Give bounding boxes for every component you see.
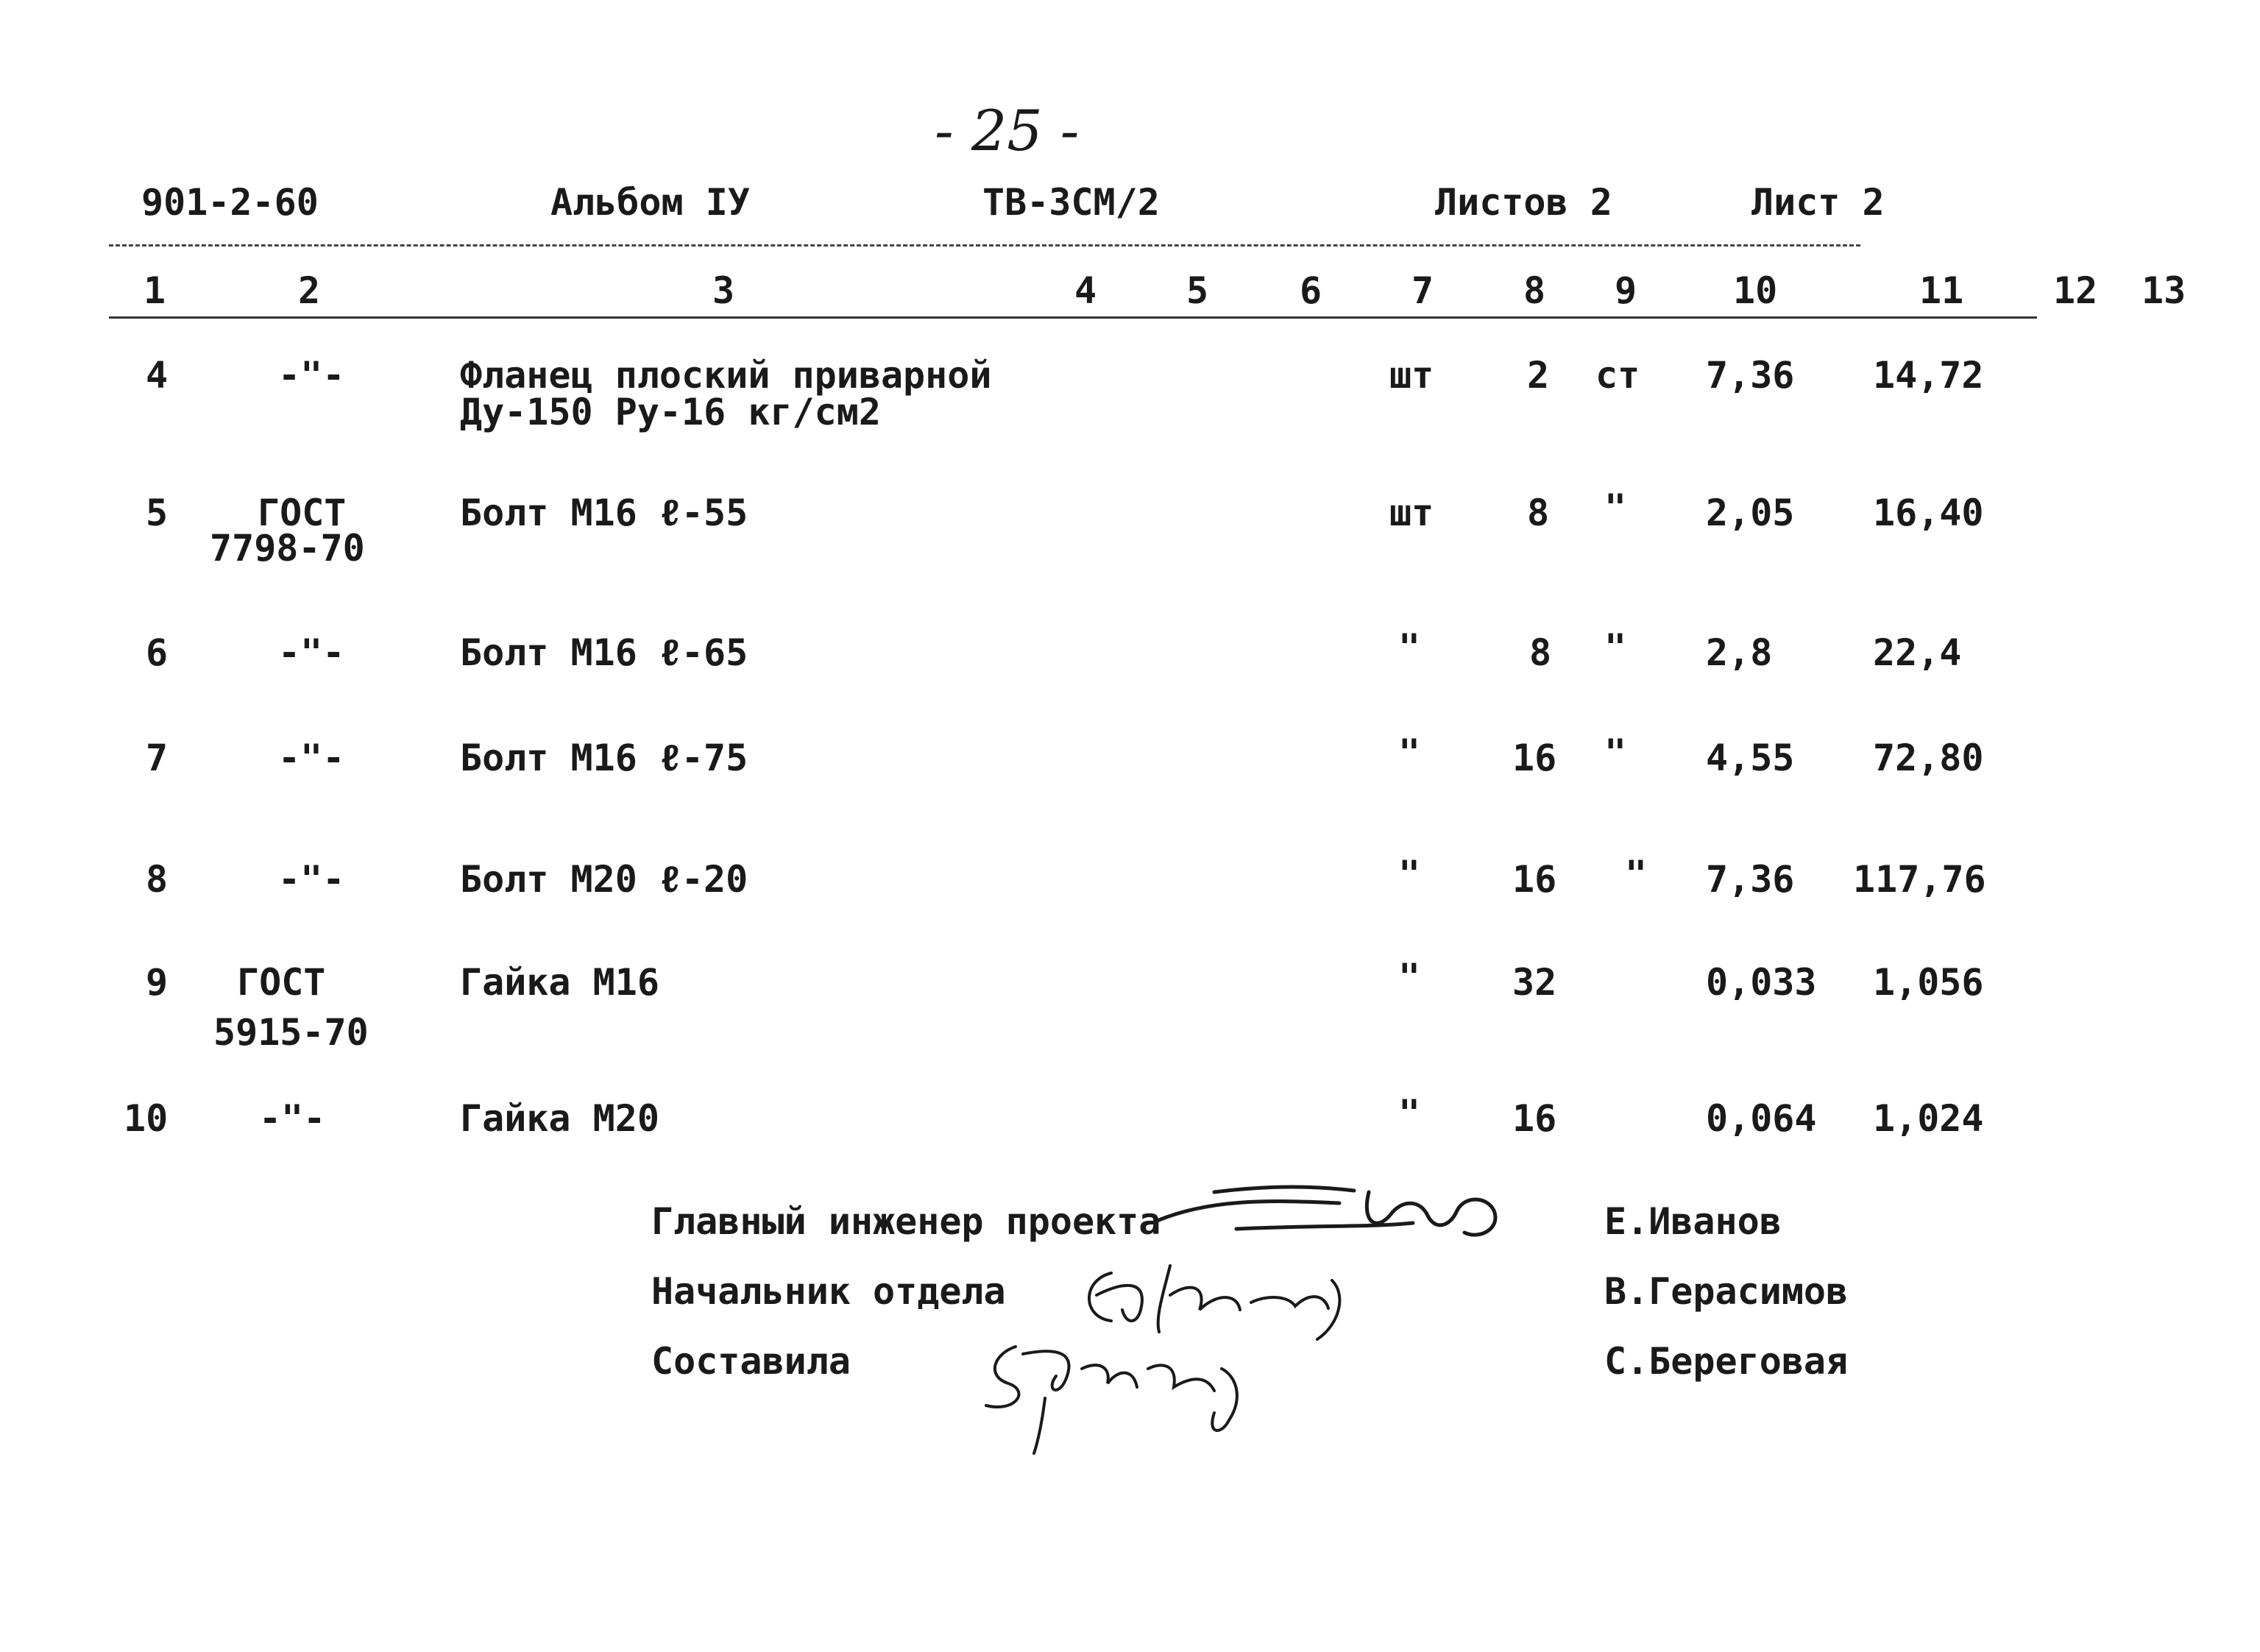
col-header-2: 2 <box>298 269 321 312</box>
row-mat: ст <box>1595 354 1640 397</box>
row-mass-total: 14,72 <box>1873 354 1984 397</box>
row-pos: 9 <box>146 961 169 1004</box>
row-doc: -"- <box>278 737 345 779</box>
row-unit: шт <box>1389 492 1434 534</box>
row-doc: ГОСТ <box>237 961 326 1004</box>
row-mass-total: 72,80 <box>1873 737 1984 779</box>
row-mass-unit: 7,36 <box>1706 354 1795 397</box>
row-doc: -"- <box>278 631 345 674</box>
col-header-9: 9 <box>1615 269 1637 312</box>
signature-scribble-chief-engineer <box>1148 1170 1516 1258</box>
row-unit: " <box>1398 1092 1421 1135</box>
signature-scribble-compiler <box>971 1325 1295 1457</box>
row-mass-unit: 4,55 <box>1706 737 1795 779</box>
row-mat: " <box>1625 853 1648 896</box>
row-mat: " <box>1604 626 1627 669</box>
row-pos: 10 <box>124 1097 169 1140</box>
row-mass-unit: 2,05 <box>1706 492 1795 534</box>
signature-name: В.Герасимов <box>1604 1270 1849 1313</box>
row-pos: 6 <box>146 631 169 674</box>
row-name: Болт М16 ℓ-55 <box>460 492 748 534</box>
row-doc: -"- <box>259 1097 326 1140</box>
col-header-8: 8 <box>1523 269 1546 312</box>
row-mass-total: 117,76 <box>1853 858 1986 901</box>
album-label: Альбом IУ <box>550 181 750 224</box>
row-qty: 8 <box>1527 492 1550 534</box>
row-pos: 8 <box>146 858 169 901</box>
row-mass-total: 16,40 <box>1873 492 1984 534</box>
row-unit: " <box>1398 956 1421 999</box>
col-header-11: 11 <box>1919 269 1964 312</box>
row-unit: шт <box>1389 354 1434 397</box>
series-label: ТВ-3СМ/2 <box>982 181 1160 224</box>
row-doc: -"- <box>278 354 345 397</box>
row-mass-total: 1,056 <box>1873 961 1984 1004</box>
row-mass-unit: 0,064 <box>1706 1097 1817 1140</box>
signature-role: Составила <box>651 1340 851 1383</box>
signature-role: Начальник отдела <box>651 1270 1006 1313</box>
row-name: Болт М20 ℓ-20 <box>460 858 748 901</box>
col-header-3: 3 <box>712 269 735 312</box>
row-mat: " <box>1604 731 1627 774</box>
row-doc: ГОСТ <box>258 492 347 534</box>
row-name: Гайка М20 <box>460 1097 659 1140</box>
page-number: - 25 - <box>935 98 1080 163</box>
signature-name: С.Береговая <box>1604 1340 1849 1383</box>
row-qty: 16 <box>1512 858 1557 901</box>
row-mass-total: 1,024 <box>1873 1097 1984 1140</box>
col-header-5: 5 <box>1186 269 1209 312</box>
col-header-4: 4 <box>1074 269 1097 312</box>
row-mass-unit: 7,36 <box>1706 858 1795 901</box>
col-header-12: 12 <box>2053 269 2098 312</box>
signature-name: Е.Иванов <box>1604 1200 1782 1243</box>
row-mass-total: 22,4 <box>1873 631 1962 674</box>
row-name-line2: Ду-150 Ру-16 кг/см2 <box>460 391 881 433</box>
row-qty: 2 <box>1527 354 1550 397</box>
column-header-rule <box>109 316 2037 319</box>
row-mass-unit: 0,033 <box>1706 961 1817 1004</box>
row-name: Болт М16 ℓ-65 <box>460 631 748 674</box>
col-header-6: 6 <box>1300 269 1322 312</box>
col-header-10: 10 <box>1733 269 1778 312</box>
doc-code: 901-2-60 <box>141 181 319 224</box>
row-qty: 16 <box>1512 1097 1557 1140</box>
row-name: Болт М16 ℓ-75 <box>460 737 748 779</box>
row-name: Гайка М16 <box>460 961 659 1004</box>
col-header-1: 1 <box>144 269 166 312</box>
row-pos: 4 <box>146 354 169 397</box>
row-qty: 16 <box>1512 737 1557 779</box>
row-qty: 32 <box>1512 961 1557 1004</box>
row-name: Фланец плоский приварной <box>460 354 992 397</box>
col-header-13: 13 <box>2142 269 2186 312</box>
signature-role: Главный инженер проекта <box>651 1200 1161 1243</box>
sheets-count: Листов 2 <box>1435 181 1612 224</box>
header-rule <box>109 244 1860 247</box>
row-doc: -"- <box>278 858 345 901</box>
sheet-number: Лист 2 <box>1751 181 1885 224</box>
row-qty: 8 <box>1529 631 1552 674</box>
row-doc-line2: 5915-70 <box>213 1011 369 1054</box>
row-unit: " <box>1398 731 1421 774</box>
row-pos: 5 <box>146 492 169 534</box>
col-header-7: 7 <box>1411 269 1434 312</box>
row-unit: " <box>1398 853 1421 896</box>
row-doc-line2: 7798-70 <box>210 527 365 570</box>
row-unit: " <box>1398 626 1421 669</box>
row-pos: 7 <box>146 737 169 779</box>
row-mat: " <box>1604 486 1627 529</box>
row-mass-unit: 2,8 <box>1706 631 1773 674</box>
